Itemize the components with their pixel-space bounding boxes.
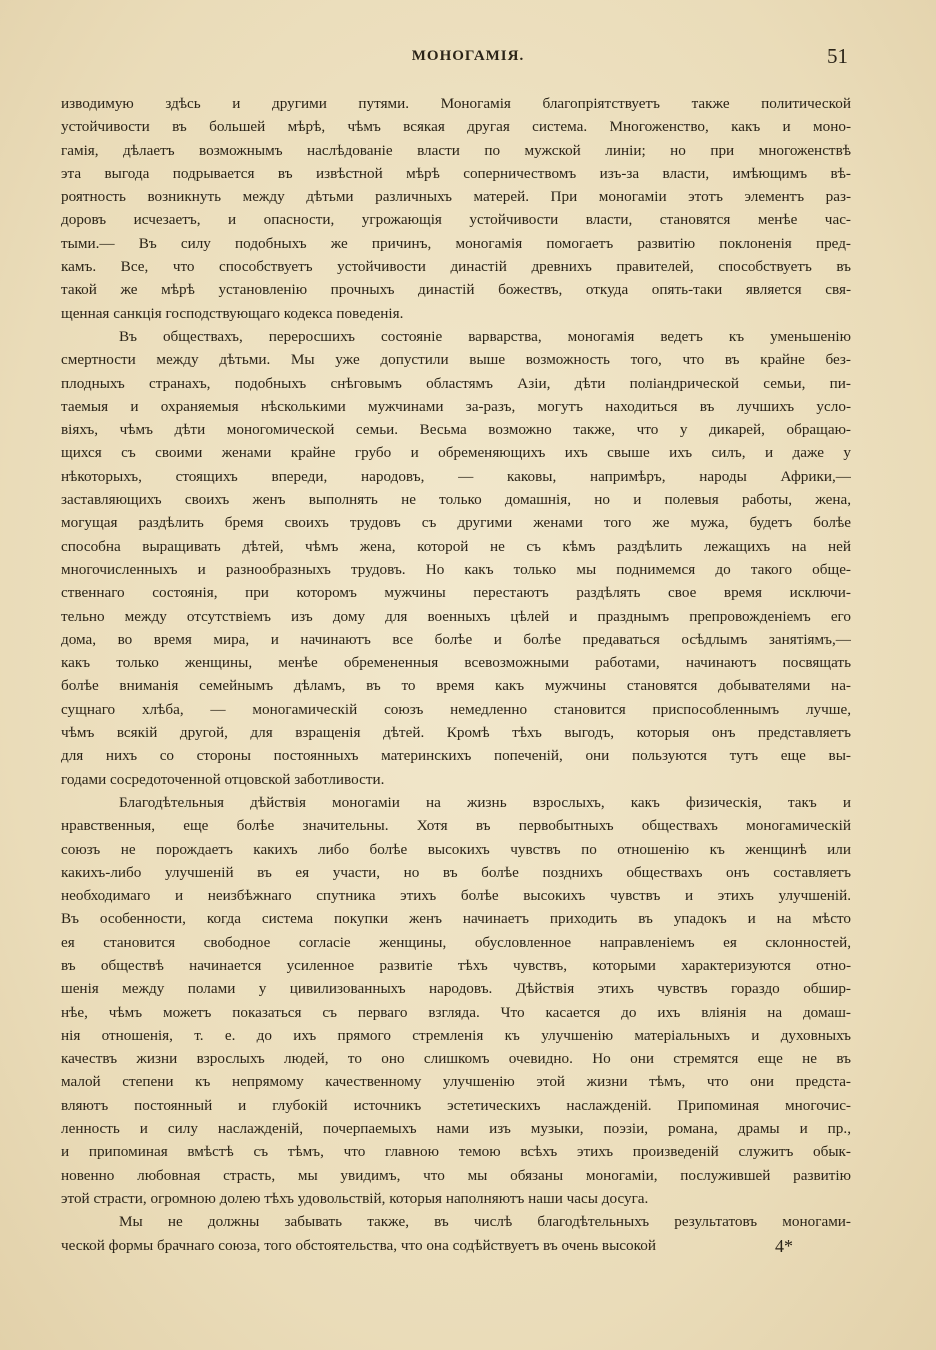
text-line: способна выращивать дѣтей, чѣмъ жена, которой не съ кѣмъ раздѣлить лежащихъ на ней [61,537,851,555]
text-line: камъ. Все, что способствуетъ устойчивости династій древнихъ правителей, способствуетъ въ [61,258,851,276]
text-line: ственнаго состоянія, при которомъ мужчины перестаютъ раздѣлять свое время исключи- [61,584,851,602]
text-line: Въ особенности, когда система покупки женъ начинаетъ приходить въ упадокъ и на мѣсто [61,910,851,928]
paragraph [61,1210,851,1257]
text-line: устойчивости въ большей мѣрѣ, чѣмъ всякая другая система. Многоженство, какъ и моно- [61,118,851,136]
text-line: гамія, дѣлаетъ возможнымъ наслѣдованіе власти по мужской линіи; но при многоженствѣ [61,141,851,159]
text-line: этой страсти, огромною долею тѣхъ удовольствій, которыя наполняютъ наши часы досуга. [61,1189,649,1207]
text-line: тельно между отсутствіемъ изъ дому для военныхъ цѣлей и празднымъ препровожденіемъ его [61,607,851,625]
paragraph [61,791,851,1210]
text-line: щенная санкція господствующаго кодекса поведенія. [61,304,404,322]
text-line: годами сосредоточенной отцовской заботливости. [61,770,385,788]
paragraph [61,92,851,325]
text-line: ея становится свободное согласіе женщины, обусловленное направленіемъ ея склонностей, [61,933,851,951]
text-line: нѣкоторыхъ, стоящихъ впереди, народовъ, — каковы, напримѣръ, народы Африки,— [61,467,851,485]
text-line: какъ только женщины, менѣе обремененныя всевозможными работами, начинаютъ посвящать [61,654,851,672]
paragraph [61,325,851,791]
text-line: такой же мѣрѣ установленію прочныхъ династій божествъ, откуда опять-таки является свя- [61,281,851,299]
page-number: 51 [827,44,848,68]
text-line: союзъ не порождаетъ какихъ либо болѣе высокихъ чувствъ по отношенію къ женщинѣ или [61,840,851,858]
text-line: и припоминая вмѣстѣ съ тѣмъ, что главною темою всѣхъ этихъ произведеній служитъ обык- [61,1143,851,1161]
text-line: нія отношенія, т. е. до ихъ прямого стремленія къ улучшенію матеріальныхъ и духовныхъ [61,1026,851,1044]
text-line: Въ обществахъ, переросшихъ состояніе варварства, моногамія ведетъ къ уменьшенію [119,327,851,345]
text-line: многочисленныхъ и разнообразныхъ трудовъ. Но какъ только мы поднимемся до такого обще- [61,560,851,578]
text-line: изводимую здѣсь и другими путями. Моногамія благопріятствуетъ также политической [61,95,851,112]
text-line: дома, во время мира, и начинаютъ все болѣе и болѣе предаваться осѣдлымъ занятіямъ,— [61,630,851,648]
text-line: Благодѣтельныя дѣйствія моногаміи на жизнь взрослыхъ, какъ физическія, такъ и [119,793,851,811]
text-line: ленность и силу наслажденій, почерпаемыхъ нами изъ музыки, поэзіи, романа, драмы и пр., [61,1120,851,1138]
running-title: МОНОГАМІЯ. [411,48,525,64]
text-line: могущая раздѣлить бремя своихъ трудовъ съ другими женами того же мужа, будетъ болѣе [61,514,851,532]
text-body [61,92,851,1257]
text-line: заставляющихъ своихъ женъ выполнять не только домашнія, но и полевыя работы, жена, [61,491,851,509]
text-line: эта выгода подрывается въ извѣстной мѣрѣ соперничествомъ изъ-за власти, имѣющимъ вѣ- [61,164,851,182]
text-line: тыми.— Въ силу подобныхъ же причинъ, моногамія помогаетъ развитію поклоненія пред- [61,234,851,252]
text-line: какихъ-либо улучшеній въ ея участи, но въ болѣе позднихъ обществахъ онъ составляетъ [61,863,851,881]
text-line: нѣе, чѣмъ можетъ показаться съ перваго взгляда. Что касается до ихъ вліянія на домаш- [61,1003,851,1021]
text-line: шенія между полами у цивилизованныхъ народовъ. Дѣйствія этихъ чувствъ гораздо обшир- [61,980,851,998]
text-line: болѣе вниманія семейнымъ дѣламъ, въ то время какъ мужчины становятся добывателями на- [61,677,851,695]
text-line: ческой формы брачнаго союза, того обстоятельства, что она содѣйствуетъ въ очень высокой [61,1236,656,1254]
text-line: таемыя и охраняемыя нѣсколькими мужчинами за-разъ, могутъ находиться въ лучшихъ усло- [61,397,851,415]
text-line: чѣмъ всякій другой, для взращенія дѣтей. Кромѣ тѣхъ выгодъ, которыя онъ представляетъ [61,724,851,742]
printer-signature-mark: 4* [775,1236,793,1256]
text-line: віяхъ, чѣмъ дѣти моногомической семьи. Весьма возможно также, что у дикарей, обращаю- [61,421,851,439]
text-line: Мы не должны забывать также, въ числѣ благодѣтельныхъ результатовъ моногами- [119,1213,851,1231]
text-line: доровъ исчезаетъ, и опасности, угрожающія устойчивости власти, становятся менѣе час- [61,211,851,229]
text-line: нравственныя, еще болѣе значительны. Хотя въ первобытныхъ обществахъ моногамическій [61,817,851,835]
text-line: щихся съ своими женами крайне грубо и обременяющихъ ихъ свыше ихъ силъ, и даже у [61,444,851,462]
text-line: плодныхъ странахъ, подобныхъ снѣговымъ областямъ Азіи, дѣти поліандрической семьи, пи- [61,374,851,392]
text-line: малой степени къ непрямому качественному улучшенію этой жизни тѣмъ, что они предста- [61,1073,851,1091]
text-line: роятность возникнуть между дѣтьми различныхъ матерей. При моногаміи этотъ элементъ раз- [61,188,851,206]
text-line: необходимаго и неизбѣжнаго спутника этихъ болѣе высокихъ чувствъ и этихъ улучшеній. [61,887,851,905]
text-line: вляютъ постоянный и глубокій источникъ эстетическихъ наслажденій. Припоминая многочис- [61,1096,851,1114]
text-line: качествъ жизни взрослыхъ людей, то оно слишкомъ очевидно. Но они стремятся еще не въ [61,1050,851,1068]
text-line: въ обществѣ начинается усиленное развитіе тѣхъ чувствъ, которыми характеризуются отно- [61,956,851,974]
text-line: для нихъ со стороны постоянныхъ материнскихъ попеченій, они пользуются тутъ еще вы- [61,747,851,765]
text-line: сущнаго хлѣба, — моногамическій союзъ немедленно становится приспособленнымъ лучше, [61,700,851,718]
text-line: смертности между дѣтьми. Мы уже допустили выше возможность того, что въ крайне без- [61,351,851,369]
text-line: новенно любовная страсть, мы увидимъ, что мы обязаны моногаміи, послужившей развитію [61,1166,851,1184]
